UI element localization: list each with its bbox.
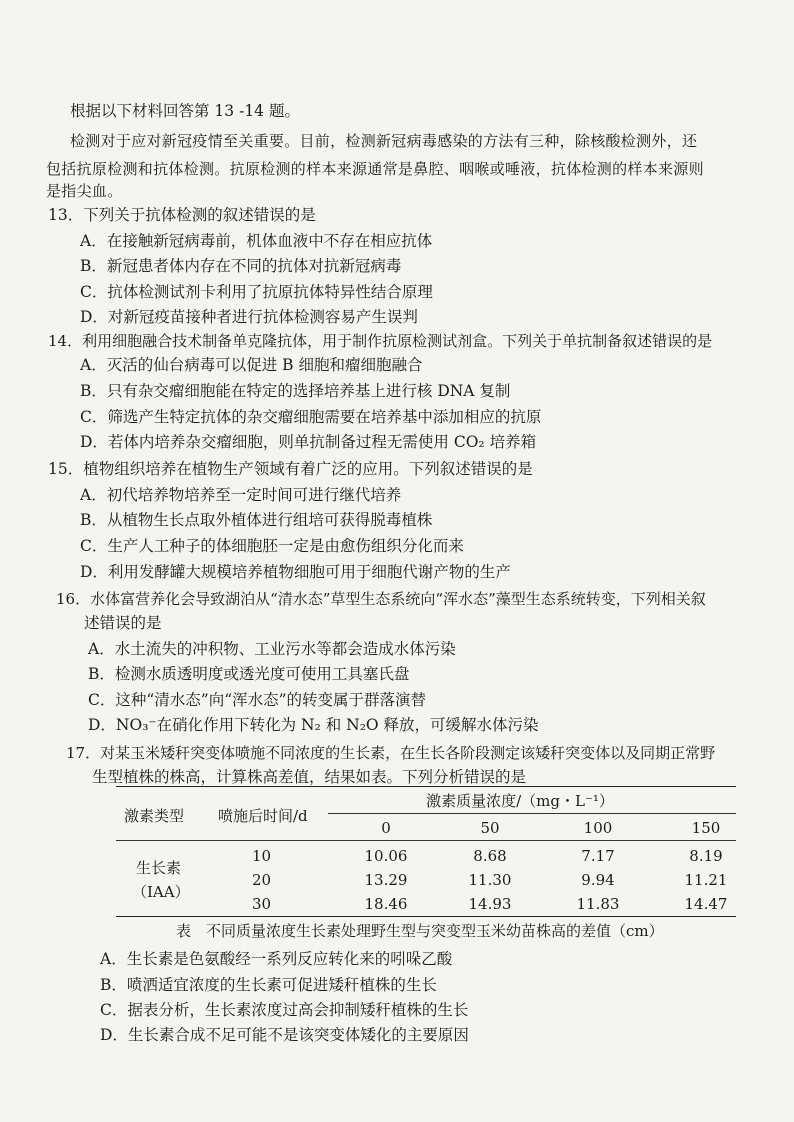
conc-50: 50 [480, 819, 500, 837]
passage-line-2: 包括抗原检测和抗体检测。抗原检测的样本来源通常是鼻腔、咽喉或唾液，抗体检测的样本来源则 [46, 160, 704, 178]
table-cell: 8.68 [473, 847, 507, 865]
table-cell: 14.47 [684, 895, 728, 913]
table-caption: 表 不同质量浓度生长素处理野生型与突变型玉米幼苗株高的差值（cm） [176, 922, 664, 940]
question-13-option-a: A．在接触新冠病毒前，机体血液中不存在相应抗体 [80, 232, 433, 250]
table-cell: 14.93 [468, 895, 512, 913]
table-cell: 13.29 [364, 871, 408, 889]
question-16-stem-line-1: 16．水体富营养化会导致湖泊从“清水态”草型生态系统向“浑水态”藻型生态系统转变，下列相关叙 [56, 590, 706, 608]
question-15-option-c: C．生产人工种子的体细胞胚一定是由愈伤组织分化而来 [80, 537, 464, 555]
table-header-rule [116, 840, 736, 841]
table-sub-rule [328, 813, 736, 814]
question-14-option-d: D．若体内培养杂交瘤细胞，则单抗制备过程无需使用 CO₂ 培养箱 [80, 433, 537, 451]
question-13-option-b: B．新冠患者体内存在不同的抗体对抗新冠病毒 [80, 257, 402, 275]
table-cell: 10.06 [364, 847, 408, 865]
table-cell: 11.21 [684, 871, 728, 889]
table-cell: 18.46 [364, 895, 408, 913]
question-17-option-a: A．生长素是色氨酸经一系列反应转化来的吲哚乙酸 [100, 950, 453, 968]
table-header-concentration: 激素质量浓度/（mg・L⁻¹） [426, 792, 614, 810]
passage-line-1: 检测对于应对新冠疫情至关重要。目前，检测新冠病毒感染的方法有三种，除核酸检测外，还 [70, 132, 698, 150]
intro-line: 根据以下材料回答第 13 -14 题。 [70, 102, 300, 120]
table-top-rule [116, 786, 736, 787]
question-13-option-c: C．抗体检测试剂卡利用了抗原抗体特异性结合原理 [80, 283, 433, 301]
passage-line-3: 是指尖血。 [46, 182, 123, 200]
question-13-option-d: D．对新冠疫苗接种者进行抗体检测容易产生误判 [80, 308, 418, 326]
question-13-stem: 13．下列关于抗体检测的叙述错误的是 [48, 206, 316, 224]
row-time-20: 20 [252, 871, 272, 889]
table-bottom-rule [116, 916, 736, 917]
question-16-option-a: A．水土流失的冲积物、工业污水等都会造成水体污染 [88, 640, 456, 658]
question-17-stem-line-1: 17．对某玉米矮秆突变体喷施不同浓度的生长素，在生长各阶段测定该矮秆突变体以及同期正常野 [66, 744, 716, 762]
question-14-option-b: B．只有杂交瘤细胞能在特定的选择培养基上进行核 DNA 复制 [80, 382, 511, 400]
table-header-time: 喷施后时间/d [218, 807, 308, 825]
table-cell: 11.83 [576, 895, 620, 913]
question-15-option-d: D．利用发酵罐大规模培养植物细胞可用于细胞代谢产物的生产 [80, 563, 511, 581]
conc-0: 0 [381, 819, 391, 837]
question-16-option-b: B．检测水质透明度或透光度可使用工具塞氏盘 [88, 665, 410, 683]
question-17-stem-line-2: 生型植株的株高，计算株高差值，结果如表。下列分析错误的是 [92, 768, 527, 786]
conc-100: 100 [583, 819, 613, 837]
hormone-abbr: （IAA） [132, 883, 190, 901]
question-16-option-c: C．这种“清水态”向“浑水态”的转变属于群落演替 [88, 691, 427, 709]
question-17-option-c: C．据表分析，生长素浓度过高会抑制矮秆植株的生长 [100, 1001, 469, 1019]
table-cell: 9.94 [581, 871, 615, 889]
question-15-stem: 15．植物组织培养在植物生产领域有着广泛的应用。下列叙述错误的是 [48, 460, 533, 478]
question-16-stem-line-2: 述错误的是 [84, 614, 162, 632]
question-17-option-b: B．喷洒适宜浓度的生长素可促进矮秆植株的生长 [100, 976, 437, 994]
table-cell: 8.19 [689, 847, 723, 865]
row-time-30: 30 [252, 895, 272, 913]
hormone-name: 生长素 [136, 859, 182, 877]
question-16-option-d: D．NO₃⁻在硝化作用下转化为 N₂ 和 N₂O 释放，可缓解水体污染 [88, 716, 539, 734]
question-15-option-b: B．从植物生长点取外植体进行组培可获得脱毒植株 [80, 511, 433, 529]
question-15-option-a: A．初代培养物培养至一定时间可进行继代培养 [80, 486, 402, 504]
question-14-option-a: A．灭活的仙台病毒可以促进 B 细胞和瘤细胞融合 [80, 356, 423, 374]
conc-150: 150 [691, 819, 721, 837]
table-cell: 11.30 [468, 871, 512, 889]
row-time-10: 10 [252, 847, 272, 865]
table-cell: 7.17 [581, 847, 615, 865]
question-14-option-c: C．筛选产生特定抗体的杂交瘤细胞需要在培养基中添加相应的抗原 [80, 408, 542, 426]
table-header-hormone: 激素类型 [124, 807, 185, 825]
question-14-stem: 14．利用细胞融合技术制备单克隆抗体，用于制作抗原检测试剂盒。下列关于单抗制备叙述错误的是 [48, 332, 713, 350]
question-17-option-d: D．生长素合成不足可能不是该突变体矮化的主要原因 [100, 1026, 469, 1044]
